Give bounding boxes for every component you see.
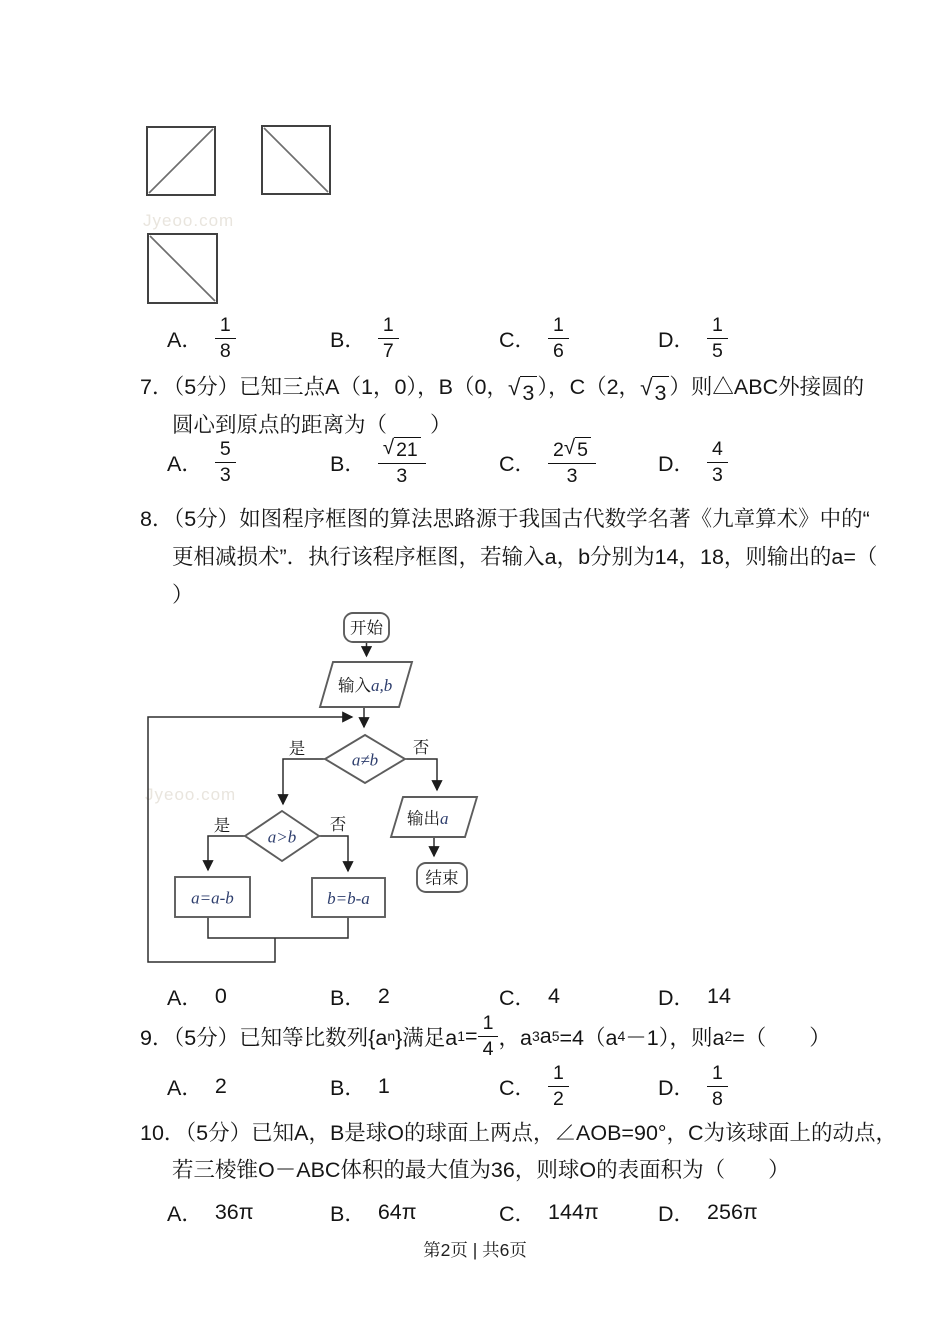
option-letter: B． [330, 1201, 366, 1226]
option-letter: A． [167, 451, 203, 476]
option-q9-b [330, 1062, 390, 1110]
q9-text: 9．（5分）已知等比数列{a [140, 1025, 388, 1050]
option-letter: B． [330, 327, 366, 352]
option-letter: D． [658, 451, 696, 476]
radical-sign: √ [507, 375, 521, 400]
output-label: 输出a [407, 809, 449, 828]
option-letter: B． [330, 451, 366, 476]
option-q9-c [499, 1062, 569, 1110]
square-diagonal-2 [263, 127, 329, 193]
q9-text: ，a [498, 1025, 532, 1050]
cond1-no-label: 否 [412, 739, 430, 757]
option-q6-a [167, 314, 236, 362]
watermark-jyeoo: Jyeoo.com [143, 211, 235, 230]
option-value: 144π [548, 1199, 599, 1224]
option-letter: C． [499, 451, 537, 476]
watermark-jyeoo: Jyeoo.com [145, 785, 237, 804]
option-q10-a [167, 1188, 254, 1236]
cond2-label: a>b [267, 827, 297, 847]
page-footer: 第2页 | 共6页 [423, 1240, 527, 1260]
start-label: 开始 [350, 619, 383, 638]
fraction: $\frac{5}{3}$ [215, 438, 236, 486]
radical-expression: √ 3 [508, 376, 537, 408]
option-letter: D． [658, 1201, 696, 1226]
option-q9-d [658, 1062, 728, 1110]
q9-text: }满足a [395, 1025, 458, 1050]
fraction: $\frac{1}{5}$ [707, 314, 728, 362]
option-value: 14 [707, 983, 731, 1008]
q9-text: = [465, 1023, 478, 1048]
arrow-cond1-no [405, 759, 437, 790]
option-letter: B． [330, 1075, 366, 1100]
q9-text: －1），则a [625, 1025, 725, 1050]
option-value: 256π [707, 1199, 758, 1224]
arrow-cond1-yes [283, 759, 325, 804]
option-value: 1 [377, 1073, 390, 1098]
option-value: 0 [214, 983, 227, 1008]
question-10-line-2: 若三棱锥O－ABC体积的最大值为36，则球O的表面积为（ ） [172, 1158, 790, 1182]
option-value: 2 [377, 983, 390, 1008]
radical-sign: √ [640, 375, 653, 400]
input-label: 输入a,b [338, 676, 393, 695]
subscript-5: 5 [551, 1028, 560, 1044]
fraction: $\frac{1}{2}$ [548, 1062, 569, 1110]
cond2-no-label: 否 [329, 816, 347, 834]
q9-text: =4（a [559, 1025, 618, 1050]
square-diagonal-1 [148, 128, 214, 194]
cond1-yes-label: 是 [288, 740, 306, 758]
option-letter: A． [167, 1201, 203, 1226]
fraction: $\frac{4}{3}$ [707, 438, 728, 486]
subscript-2: 2 [724, 1028, 733, 1044]
option-q10-c [499, 1188, 599, 1236]
option-letter: A． [167, 985, 203, 1010]
option-q6-d [658, 314, 728, 362]
fraction: $\frac{1}{6}$ [548, 314, 569, 362]
assign-b-label: b=b-a [327, 889, 370, 908]
square-diagonal-3 [149, 235, 216, 302]
option-q10-b [330, 1188, 417, 1236]
question-8-line-1: 8．（5分）如图程序框图的算法思路源于我国古代数学名著《九章算术》中的“ [140, 507, 870, 531]
question-9-text [140, 1010, 831, 1062]
option-value: 64π [377, 1199, 417, 1224]
q7-text: ）则△ABC外接圆的 [669, 375, 865, 399]
figure-square-3 [147, 233, 218, 304]
option-letter: C． [499, 1201, 537, 1226]
option-value: 2 [214, 1073, 227, 1098]
option-q6-b [330, 314, 399, 362]
option-q7-b [330, 438, 426, 486]
option-letter: C． [499, 1075, 537, 1100]
fraction-with-radical: 2 √ 5 3 [548, 437, 596, 487]
figure-square-1 [146, 126, 216, 196]
question-10-line-1: 10．（5分）已知A，B是球O的球面上两点，∠AOB=90°，C为该球面上的动点， [140, 1121, 898, 1145]
subscript-4: 4 [617, 1028, 626, 1044]
subscript-3: 3 [531, 1028, 540, 1044]
fraction: $\frac{1}{4}$ [478, 1012, 499, 1060]
option-value: 4 [548, 983, 560, 1008]
q9-text: =（ ） [732, 1025, 831, 1050]
fraction-with-radical: √ 21 3 [378, 437, 426, 487]
fraction: $\frac{1}{8}$ [707, 1062, 728, 1110]
question-8-line-3: ） [172, 583, 194, 607]
radical-expression: √ 3 [640, 376, 669, 408]
cond1-label: a≠b [351, 750, 379, 770]
option-q7-d [658, 438, 728, 486]
option-letter: C． [499, 327, 537, 352]
fraction: $\frac{1}{8}$ [215, 314, 236, 362]
assign-a-label: a=a-b [191, 888, 234, 908]
option-letter: D． [658, 327, 696, 352]
option-letter: A． [167, 327, 203, 352]
option-q9-a [167, 1062, 227, 1110]
subscript-1: 1 [457, 1028, 466, 1044]
radical-sign: √ [382, 436, 395, 460]
question-7-line-1 [140, 372, 864, 408]
option-letter: B． [330, 985, 366, 1010]
q9-text: a [539, 1023, 552, 1048]
figure-square-2 [261, 125, 331, 195]
join-line [208, 917, 348, 938]
option-q10-d [658, 1188, 758, 1236]
option-letter: D． [658, 985, 696, 1010]
radical-sign: √ [563, 436, 576, 460]
end-label: 结束 [425, 869, 459, 888]
option-letter: D． [658, 1075, 696, 1100]
q7-text: ），C（2， [537, 375, 641, 399]
cond2-yes-label: 是 [213, 817, 231, 835]
arrow-cond2-yes [208, 836, 245, 870]
q7-text: 7．（5分）已知三点A（1，0），B（0， [140, 375, 508, 399]
option-q6-c [499, 314, 569, 362]
flowchart-figure [130, 600, 490, 970]
fraction: $\frac{1}{7}$ [378, 314, 399, 362]
question-7-line-2: 圆心到原点的距离为（ ） [172, 413, 452, 437]
option-letter: C． [499, 985, 537, 1010]
question-8-line-2: 更相减损术”．执行该程序框图，若输入a，b分别为14，18，则输出的a=（ [172, 545, 878, 569]
option-letter: A． [167, 1075, 203, 1100]
arrow-cond2-no [319, 836, 348, 871]
option-value: 36π [214, 1199, 254, 1224]
option-q7-a [167, 438, 236, 486]
option-q7-c [499, 438, 596, 486]
subscript-n: n [387, 1028, 396, 1044]
